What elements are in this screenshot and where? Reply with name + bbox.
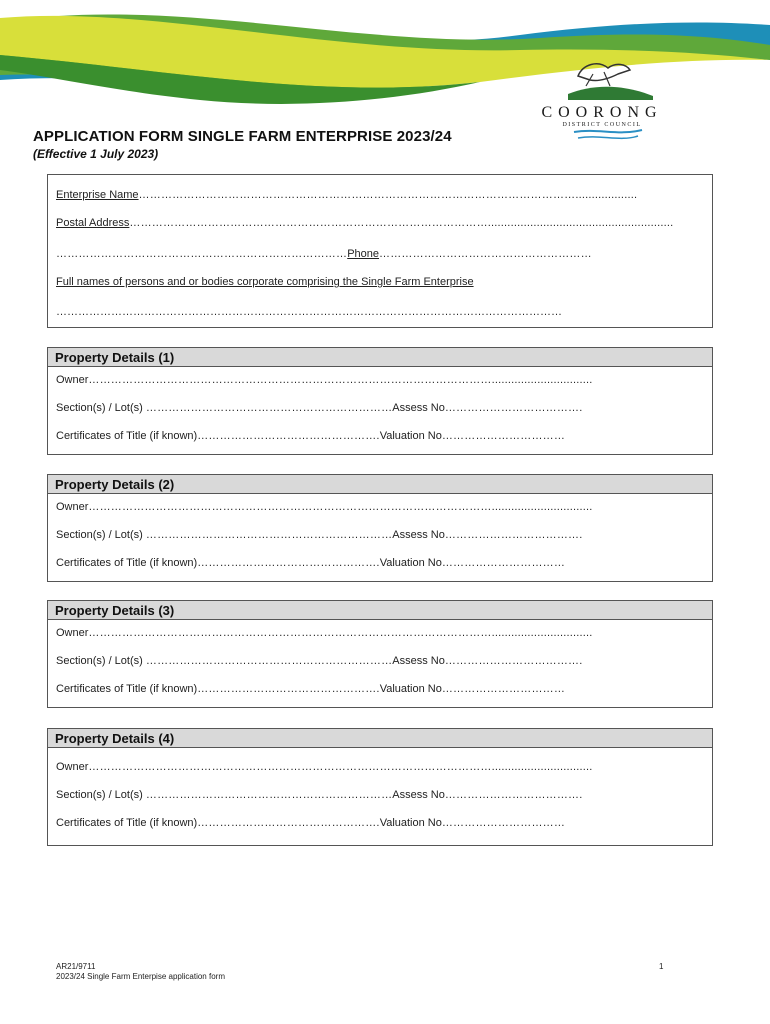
owner-field[interactable]: ………………………………………………………………………………………………............................... — [88, 627, 593, 639]
page-subtitle: (Effective 1 July 2023) — [33, 147, 159, 161]
phone-label: Phone — [347, 248, 380, 260]
valuation-field[interactable]: …………………………… — [441, 683, 566, 695]
sections-field[interactable]: ………………………………………………………… — [145, 402, 393, 414]
footer-left — [56, 962, 225, 982]
enterprise-name-row[interactable] — [56, 189, 704, 201]
page-title: APPLICATION FORM SINGLE FARM ENTERPRISE 2023/24 — [33, 128, 452, 145]
valuation-label: Valuation No — [379, 817, 442, 829]
owner-row[interactable] — [56, 374, 704, 386]
valuation-field[interactable]: …………………………… — [441, 817, 566, 829]
owner-field[interactable]: ………………………………………………………………………………………………............................... — [88, 501, 593, 513]
owner-label: Owner — [56, 501, 89, 513]
sections-field[interactable]: ………………………………………………………… — [145, 789, 393, 801]
sections-row[interactable] — [56, 789, 704, 801]
assess-field[interactable]: ………………………………. — [444, 655, 583, 667]
property-details-3 — [47, 600, 713, 708]
valuation-field[interactable]: …………………………… — [441, 557, 566, 569]
certificates-label: Certificates of Title (if known) — [56, 557, 198, 569]
phone-field[interactable]: ………………………………………………… — [379, 248, 592, 260]
sections-label: Section(s) / Lot(s) — [56, 655, 143, 667]
certificates-label: Certificates of Title (if known) — [56, 817, 198, 829]
sections-field[interactable]: ………………………………………………………… — [145, 529, 393, 541]
enterprise-name-field[interactable]: ………………………………………………………………………………………………………................... — [138, 189, 638, 201]
postal-address-row[interactable] — [56, 217, 704, 229]
council-logo — [538, 56, 668, 148]
enterprise-name-label: Enterprise Name — [56, 189, 139, 201]
postal-phone-row[interactable] — [56, 248, 704, 260]
assess-field[interactable]: ………………………………. — [444, 529, 583, 541]
sections-field[interactable]: ………………………………………………………… — [145, 655, 393, 667]
certificates-row[interactable] — [56, 430, 704, 442]
certificates-label: Certificates of Title (if known) — [56, 430, 198, 442]
footer-ref: AR21/9711 — [56, 962, 96, 971]
owner-label: Owner — [56, 627, 89, 639]
certificates-field[interactable]: …………………………………………. — [197, 430, 380, 442]
owner-row[interactable] — [56, 761, 704, 773]
valuation-label: Valuation No — [379, 557, 442, 569]
sections-row[interactable] — [56, 402, 704, 414]
postal-address-field[interactable]: ……………………………………………………………………………………......................................................... — [129, 217, 674, 229]
owner-label: Owner — [56, 761, 89, 773]
property-details-1 — [47, 347, 713, 455]
certificates-field[interactable]: …………………………………………. — [197, 683, 380, 695]
certificates-field[interactable]: …………………………………………. — [197, 817, 380, 829]
owner-row[interactable] — [56, 627, 704, 639]
logo-subtitle: DISTRICT COUNCIL — [562, 122, 642, 128]
valuation-label: Valuation No — [379, 683, 442, 695]
owner-row[interactable] — [56, 501, 704, 513]
certificates-row[interactable] — [56, 557, 704, 569]
page-number: 1 — [659, 962, 664, 971]
enterprise-section — [47, 174, 713, 328]
sections-row[interactable] — [56, 655, 704, 667]
certificates-row[interactable] — [56, 817, 704, 829]
sections-label: Section(s) / Lot(s) — [56, 789, 143, 801]
assess-label: Assess No — [392, 655, 445, 667]
logo-wordmark: COORONG — [541, 104, 663, 121]
postal-address-label: Postal Address — [56, 217, 130, 229]
owner-label: Owner — [56, 374, 89, 386]
valuation-field[interactable]: …………………………… — [441, 430, 566, 442]
assess-field[interactable]: ………………………………. — [444, 402, 583, 414]
full-names-row — [56, 276, 704, 288]
sections-label: Section(s) / Lot(s) — [56, 402, 143, 414]
postal-address-field-2[interactable]: …………………………………………………………………… — [56, 248, 348, 260]
property-details-4 — [47, 728, 713, 846]
owner-field[interactable]: ………………………………………………………………………………………………............................... — [88, 374, 593, 386]
certificates-field[interactable]: …………………………………………. — [197, 557, 380, 569]
full-names-field[interactable]: ………………………………………………………………………………………………………………………… — [56, 306, 562, 318]
assess-label: Assess No — [392, 529, 445, 541]
assess-label: Assess No — [392, 402, 445, 414]
full-names-label: Full names of persons and or bodies corporate comprising the Single Farm Enterprise — [56, 276, 474, 288]
valuation-label: Valuation No — [379, 430, 442, 442]
assess-field[interactable]: ………………………………. — [444, 789, 583, 801]
property-details-title: Property Details (3) — [48, 601, 712, 620]
assess-label: Assess No — [392, 789, 445, 801]
property-details-title: Property Details (1) — [48, 348, 712, 367]
owner-field[interactable]: ………………………………………………………………………………………………............................... — [88, 761, 593, 773]
property-details-title: Property Details (2) — [48, 475, 712, 494]
property-details-title: Property Details (4) — [48, 729, 712, 748]
certificates-row[interactable] — [56, 683, 704, 695]
sections-row[interactable] — [56, 529, 704, 541]
certificates-label: Certificates of Title (if known) — [56, 683, 198, 695]
property-details-2 — [47, 474, 713, 582]
sections-label: Section(s) / Lot(s) — [56, 529, 143, 541]
footer-doc-name: 2023/24 Single Farm Enterpise application form — [56, 972, 225, 981]
